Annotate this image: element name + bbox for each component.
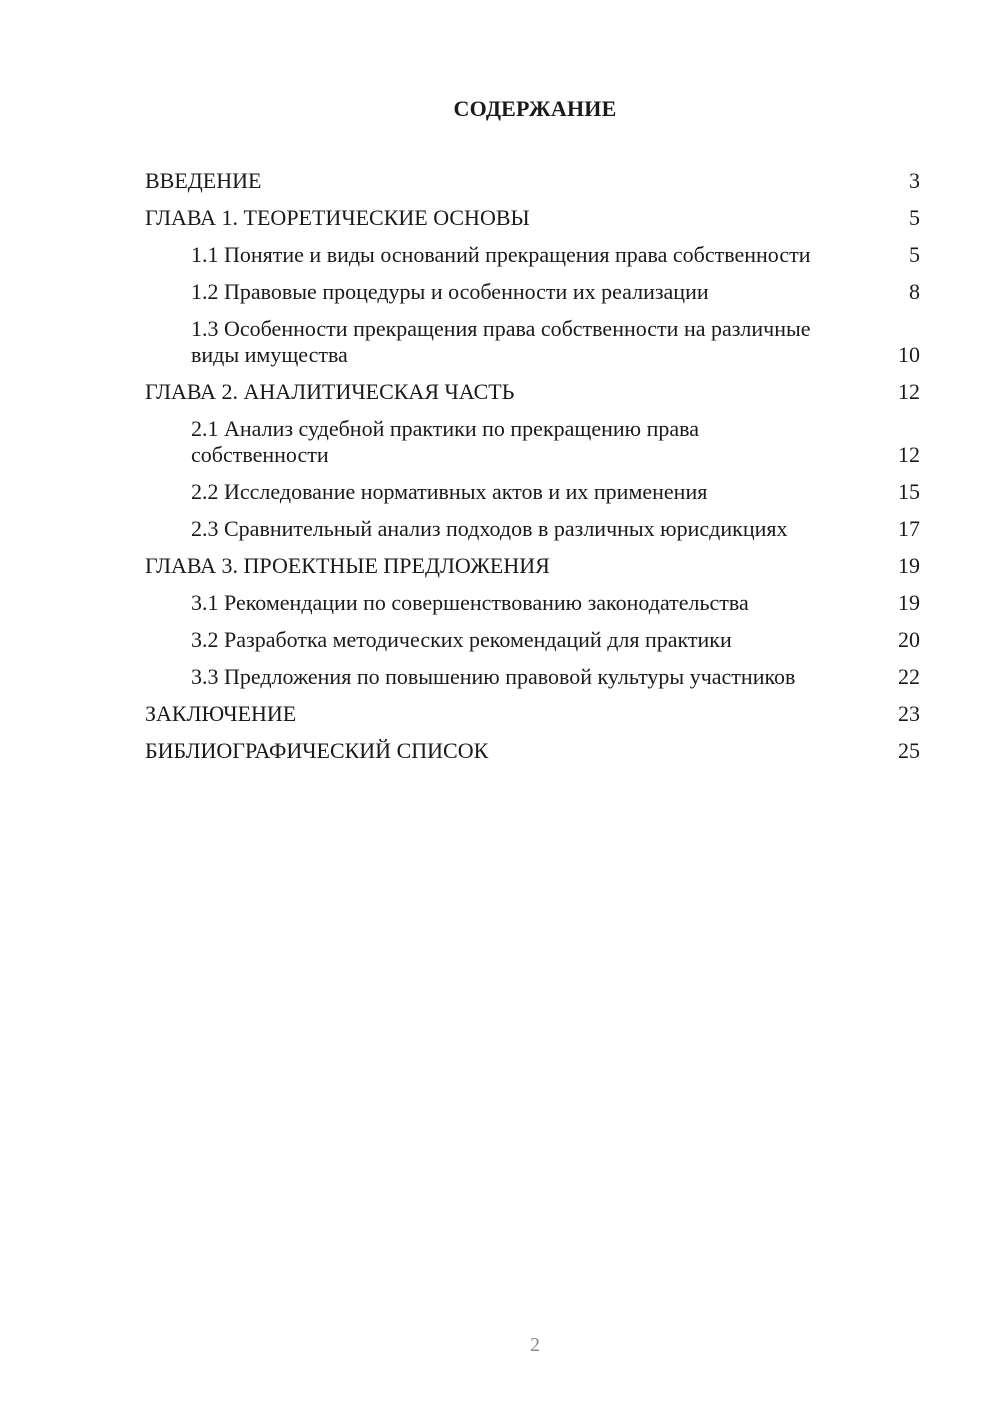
toc-entry-text: БИБЛИОГРАФИЧЕСКИЙ СПИСОК — [145, 738, 489, 763]
toc-entry-section-1-1[interactable] — [145, 242, 920, 268]
toc-entry-section-2-3[interactable] — [145, 516, 920, 542]
toc-entry-section-1-2[interactable] — [145, 279, 920, 305]
toc-entry-page: 5 — [909, 242, 920, 267]
toc-entry-page: 25 — [898, 738, 920, 763]
table-of-contents — [145, 168, 920, 775]
toc-entry-text: 2.2 Исследование нормативных актов и их применения — [191, 479, 708, 504]
toc-entry-text: 3.1 Рекомендации по совершенствованию законодательства — [191, 590, 749, 615]
toc-entry-text: ГЛАВА 1. ТЕОРЕТИЧЕСКИЕ ОСНОВЫ — [145, 205, 530, 230]
toc-entry-text: 1.1 Понятие и виды оснований прекращения права собственности — [191, 242, 811, 267]
toc-entry-text: 3.3 Предложения по повышению правовой культуры участников — [191, 664, 796, 689]
toc-entry-page: 20 — [898, 627, 920, 652]
toc-entry-chapter-3[interactable] — [145, 553, 920, 579]
toc-entry-text: 1.2 Правовые процедуры и особенности их реализации — [191, 279, 709, 304]
toc-entry-section-3-3[interactable] — [145, 664, 920, 690]
toc-entry-text: ЗАКЛЮЧЕНИЕ — [145, 701, 297, 726]
toc-entry-page: 19 — [898, 553, 920, 578]
toc-entry-text: 2.3 Сравнительный анализ подходов в различных юрисдикциях — [191, 516, 788, 541]
toc-entry-page: 19 — [898, 590, 920, 615]
page-number: 2 — [530, 1334, 540, 1356]
toc-entry-text: ВВЕДЕНИЕ — [145, 168, 262, 193]
toc-entry-bibliography[interactable] — [145, 738, 920, 764]
toc-entry-text: 2.1 Анализ судебной практики по прекращению права собственности — [191, 416, 699, 467]
toc-entry-introduction[interactable] — [145, 168, 920, 194]
toc-entry-section-3-1[interactable] — [145, 590, 920, 616]
toc-entry-chapter-1[interactable] — [145, 205, 920, 231]
toc-entry-page: 22 — [898, 664, 920, 689]
toc-entry-page: 17 — [898, 516, 920, 541]
toc-entry-chapter-2[interactable] — [145, 379, 920, 405]
page-title: СОДЕРЖАНИЕ — [453, 96, 617, 121]
toc-entry-page: 15 — [898, 479, 920, 504]
toc-entry-page: 23 — [898, 701, 920, 726]
toc-entry-text: ГЛАВА 3. ПРОЕКТНЫЕ ПРЕДЛОЖЕНИЯ — [145, 553, 550, 578]
toc-entry-text: 1.3 Особенности прекращения права собственности на различные виды имущества — [191, 316, 811, 367]
toc-entry-text: 3.2 Разработка методических рекомендаций для практики — [191, 627, 732, 652]
toc-entry-page: 12 — [898, 442, 920, 467]
toc-entry-page: 10 — [898, 342, 920, 367]
toc-entry-section-3-2[interactable] — [145, 627, 920, 653]
toc-entry-section-1-3[interactable] — [145, 316, 920, 368]
toc-entry-page: 12 — [898, 379, 920, 404]
toc-entry-page: 3 — [909, 168, 920, 193]
toc-entry-page: 5 — [909, 205, 920, 230]
toc-entry-text: ГЛАВА 2. АНАЛИТИЧЕСКАЯ ЧАСТЬ — [145, 379, 515, 404]
toc-entry-section-2-2[interactable] — [145, 479, 920, 505]
toc-entry-page: 8 — [909, 279, 920, 304]
toc-entry-section-2-1[interactable] — [145, 416, 920, 468]
toc-entry-conclusion[interactable] — [145, 701, 920, 727]
